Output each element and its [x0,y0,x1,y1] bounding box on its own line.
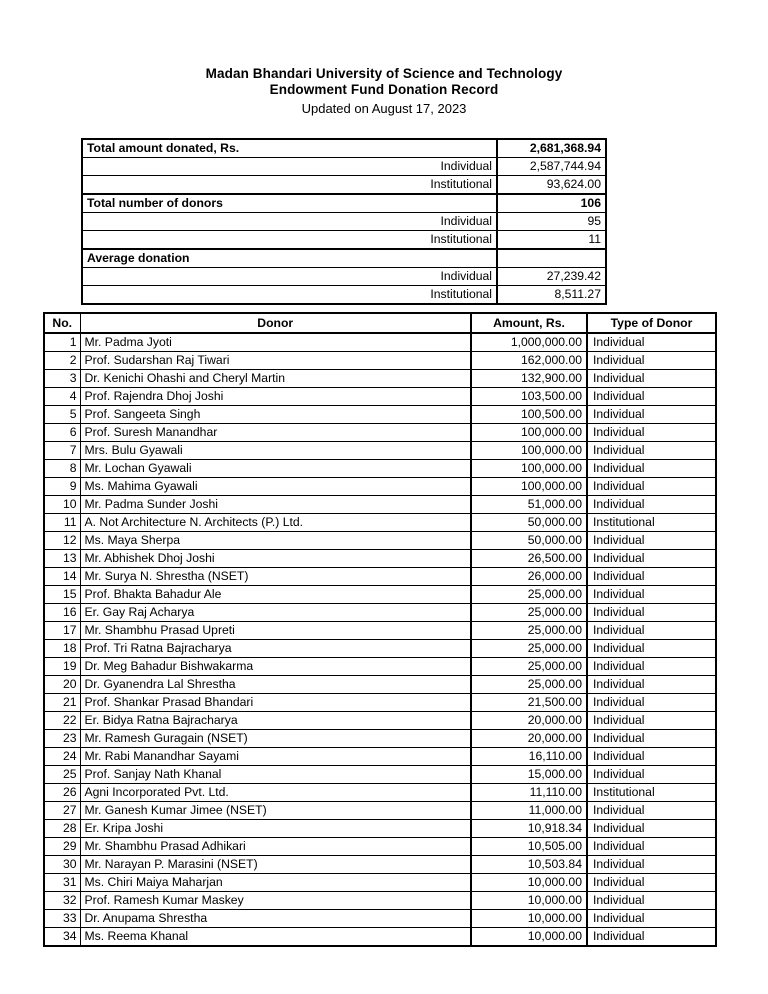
donor-row-number: 19 [44,658,80,676]
summary-row [82,139,606,158]
donor-row-type: Individual [587,604,716,622]
table-row [44,838,716,856]
summary-row [82,231,606,250]
donor-row-amount: 25,000.00 [471,676,587,694]
summary-row [82,176,606,195]
column-header-amount: Amount, Rs. [471,313,587,333]
document-title: Endowment Fund Donation Record [269,82,499,97]
donor-row-number: 8 [44,460,80,478]
donor-row-name: A. Not Architecture N. Architects (P.) Ltd. [80,514,471,532]
table-row [44,496,716,514]
donor-row-type: Individual [587,838,716,856]
column-header-type: Type of Donor [587,313,716,333]
table-row [44,748,716,766]
table-row [44,460,716,478]
donor-row-name: Prof. Ramesh Kumar Maskey [80,892,471,910]
donor-row-name: Er. Gay Raj Acharya [80,604,471,622]
donor-row-type: Individual [587,622,716,640]
summary-row-label: Individual [82,213,497,231]
donor-row-amount: 16,110.00 [471,748,587,766]
donor-row-number: 34 [44,928,80,947]
donor-row-name: Mr. Lochan Gyawali [80,460,471,478]
donor-row-type: Individual [587,874,716,892]
donor-row-amount: 100,000.00 [471,442,587,460]
donor-row-name: Mr. Narayan P. Marasini (NSET) [80,856,471,874]
summary-row-value: 27,239.42 [497,268,606,286]
donor-row-number: 9 [44,478,80,496]
donor-row-number: 27 [44,802,80,820]
donor-row-amount: 10,503.84 [471,856,587,874]
donor-row-type: Individual [587,820,716,838]
donor-row-name: Prof. Shankar Prasad Bhandari [80,694,471,712]
donor-row-name: Dr. Meg Bahadur Bishwakarma [80,658,471,676]
donor-row-number: 25 [44,766,80,784]
summary-row [82,286,606,305]
donor-row-name: Mr. Padma Sunder Joshi [80,496,471,514]
donor-row-number: 2 [44,352,80,370]
donor-row-type: Individual [587,496,716,514]
table-row [44,820,716,838]
donor-row-number: 17 [44,622,80,640]
donor-row-type: Individual [587,550,716,568]
donor-row-type: Individual [587,388,716,406]
table-row [44,910,716,928]
table-row [44,640,716,658]
summary-row-value: 11 [497,231,606,250]
donor-row-amount: 100,000.00 [471,460,587,478]
donor-row-type: Individual [587,568,716,586]
table-row [44,856,716,874]
donor-row-amount: 25,000.00 [471,658,587,676]
donor-row-type: Individual [587,856,716,874]
summary-row-label: Total number of donors [82,194,497,213]
donor-row-type: Individual [587,424,716,442]
donor-row-name: Ms. Maya Sherpa [80,532,471,550]
donor-row-name: Mr. Shambhu Prasad Adhikari [80,838,471,856]
donor-row-type: Institutional [587,514,716,532]
column-header-donor: Donor [80,313,471,333]
donor-row-amount: 50,000.00 [471,514,587,532]
donor-row-amount: 20,000.00 [471,712,587,730]
table-row [44,802,716,820]
summary-row-value: 95 [497,213,606,231]
donor-row-amount: 15,000.00 [471,766,587,784]
donor-row-name: Agni Incorporated Pvt. Ltd. [80,784,471,802]
table-row [44,694,716,712]
donor-row-type: Individual [587,442,716,460]
table-row [44,352,716,370]
donor-row-type: Individual [587,748,716,766]
donor-row-amount: 26,500.00 [471,550,587,568]
donor-row-number: 31 [44,874,80,892]
table-row [44,730,716,748]
institution-name: Madan Bhandari University of Science and Technology [205,66,563,81]
donor-row-type: Individual [587,406,716,424]
donor-row-name: Er. Kripa Joshi [80,820,471,838]
donor-row-type: Individual [587,352,716,370]
donor-row-type: Individual [587,676,716,694]
table-row [44,514,716,532]
donor-row-amount: 10,505.00 [471,838,587,856]
table-row [44,478,716,496]
donor-row-name: Ms. Reema Khanal [80,928,471,947]
donor-row-number: 10 [44,496,80,514]
donor-row-name: Mr. Shambhu Prasad Upreti [80,622,471,640]
summary-table [81,138,607,305]
donor-row-name: Prof. Sudarshan Raj Tiwari [80,352,471,370]
table-row [44,892,716,910]
donor-row-number: 29 [44,838,80,856]
donor-row-amount: 25,000.00 [471,586,587,604]
summary-row [82,158,606,176]
donor-row-type: Individual [587,730,716,748]
table-row [44,766,716,784]
donor-row-number: 33 [44,910,80,928]
donor-row-name: Prof. Tri Ratna Bajracharya [80,640,471,658]
donor-row-type: Individual [587,532,716,550]
summary-row [82,268,606,286]
table-row [44,784,716,802]
donor-row-name: Ms. Chiri Maiya Maharjan [80,874,471,892]
donor-row-type: Individual [587,658,716,676]
donor-row-name: Mr. Surya N. Shrestha (NSET) [80,568,471,586]
donor-row-amount: 1,000,000.00 [471,333,587,352]
donor-row-amount: 21,500.00 [471,694,587,712]
donor-row-amount: 51,000.00 [471,496,587,514]
donor-row-number: 28 [44,820,80,838]
summary-row-label: Institutional [82,286,497,305]
donor-row-number: 26 [44,784,80,802]
donor-row-name: Mr. Ganesh Kumar Jimee (NSET) [80,802,471,820]
donor-row-amount: 100,000.00 [471,478,587,496]
summary-table-body [82,139,606,304]
table-row [44,622,716,640]
donor-row-type: Individual [587,478,716,496]
donor-row-number: 22 [44,712,80,730]
donor-row-amount: 11,110.00 [471,784,587,802]
summary-row-value: 8,511.27 [497,286,606,305]
donor-table-header-row [44,313,716,333]
donor-table-body [44,333,716,946]
donor-row-name: Mr. Padma Jyoti [80,333,471,352]
donor-row-number: 1 [44,333,80,352]
donor-row-number: 18 [44,640,80,658]
donor-row-number: 6 [44,424,80,442]
donor-row-number: 23 [44,730,80,748]
donor-row-type: Individual [587,712,716,730]
donor-row-amount: 11,000.00 [471,802,587,820]
donor-row-type: Individual [587,586,716,604]
donor-row-amount: 10,000.00 [471,928,587,947]
donor-row-number: 12 [44,532,80,550]
donor-row-number: 3 [44,370,80,388]
donor-row-name: Dr. Kenichi Ohashi and Cheryl Martin [80,370,471,388]
donor-table [43,312,717,947]
donor-row-amount: 20,000.00 [471,730,587,748]
table-row [44,442,716,460]
donor-row-type: Individual [587,370,716,388]
donor-row-type: Individual [587,928,716,947]
donor-row-name: Ms. Mahima Gyawali [80,478,471,496]
donor-row-name: Dr. Gyanendra Lal Shrestha [80,676,471,694]
summary-row-label: Individual [82,268,497,286]
summary-row-label: Institutional [82,176,497,195]
donor-row-number: 11 [44,514,80,532]
donor-row-amount: 10,000.00 [471,874,587,892]
table-row [44,928,716,947]
donor-row-name: Mr. Ramesh Guragain (NSET) [80,730,471,748]
table-row [44,370,716,388]
donor-row-number: 13 [44,550,80,568]
donor-row-type: Individual [587,910,716,928]
summary-row [82,249,606,268]
table-row [44,532,716,550]
donor-row-number: 5 [44,406,80,424]
donor-row-name: Prof. Sangeeta Singh [80,406,471,424]
donor-row-number: 24 [44,748,80,766]
donor-row-name: Er. Bidya Ratna Bajracharya [80,712,471,730]
donor-table-container [43,312,715,947]
table-row [44,658,716,676]
summary-row-label: Individual [82,158,497,176]
donor-row-amount: 26,000.00 [471,568,587,586]
donor-row-amount: 25,000.00 [471,604,587,622]
donor-row-amount: 10,000.00 [471,910,587,928]
table-row [44,568,716,586]
donor-row-name: Prof. Bhakta Bahadur Ale [80,586,471,604]
donor-row-amount: 50,000.00 [471,532,587,550]
donor-row-type: Individual [587,694,716,712]
donor-row-number: 21 [44,694,80,712]
donor-row-number: 32 [44,892,80,910]
table-row [44,424,716,442]
donor-row-number: 4 [44,388,80,406]
summary-row-value: 93,624.00 [497,176,606,195]
table-row [44,388,716,406]
table-row [44,604,716,622]
donor-row-amount: 100,000.00 [471,424,587,442]
donor-row-type: Individual [587,460,716,478]
summary-row-value: 2,681,368.94 [497,139,606,158]
donor-row-type: Individual [587,640,716,658]
summary-row-label: Institutional [82,231,497,250]
document-header [0,66,768,118]
donor-row-amount: 10,000.00 [471,892,587,910]
donor-row-amount: 132,900.00 [471,370,587,388]
donor-row-name: Mrs. Bulu Gyawali [80,442,471,460]
donor-row-name: Prof. Suresh Manandhar [80,424,471,442]
donor-row-amount: 100,500.00 [471,406,587,424]
donor-row-amount: 25,000.00 [471,622,587,640]
donor-row-name: Mr. Rabi Manandhar Sayami [80,748,471,766]
donor-row-type: Individual [587,802,716,820]
table-row [44,406,716,424]
summary-row-value: 106 [497,194,606,213]
table-row [44,874,716,892]
summary-row-label: Average donation [82,249,497,268]
donor-row-number: 14 [44,568,80,586]
column-header-no: No. [44,313,80,333]
summary-table-container [81,138,601,305]
donor-row-type: Individual [587,766,716,784]
donor-row-name: Mr. Abhishek Dhoj Joshi [80,550,471,568]
donor-row-type: Individual [587,892,716,910]
summary-row-value: 2,587,744.94 [497,158,606,176]
donor-table-head [44,313,716,333]
summary-row-value [497,249,606,268]
donor-row-number: 7 [44,442,80,460]
donor-row-name: Dr. Anupama Shrestha [80,910,471,928]
donor-row-amount: 162,000.00 [471,352,587,370]
table-row [44,333,716,352]
donor-row-type: Institutional [587,784,716,802]
donor-row-amount: 10,918.34 [471,820,587,838]
table-row [44,550,716,568]
summary-row [82,213,606,231]
donor-row-number: 20 [44,676,80,694]
table-row [44,712,716,730]
donor-row-number: 15 [44,586,80,604]
summary-row [82,194,606,213]
donor-row-type: Individual [587,333,716,352]
table-row [44,586,716,604]
donor-row-number: 30 [44,856,80,874]
table-row [44,676,716,694]
updated-date: Updated on August 17, 2023 [301,101,467,116]
donor-row-amount: 25,000.00 [471,640,587,658]
donor-row-name: Prof. Sanjay Nath Khanal [80,766,471,784]
summary-row-label: Total amount donated, Rs. [82,139,497,158]
donor-row-name: Prof. Rajendra Dhoj Joshi [80,388,471,406]
donor-row-amount: 103,500.00 [471,388,587,406]
donor-row-number: 16 [44,604,80,622]
